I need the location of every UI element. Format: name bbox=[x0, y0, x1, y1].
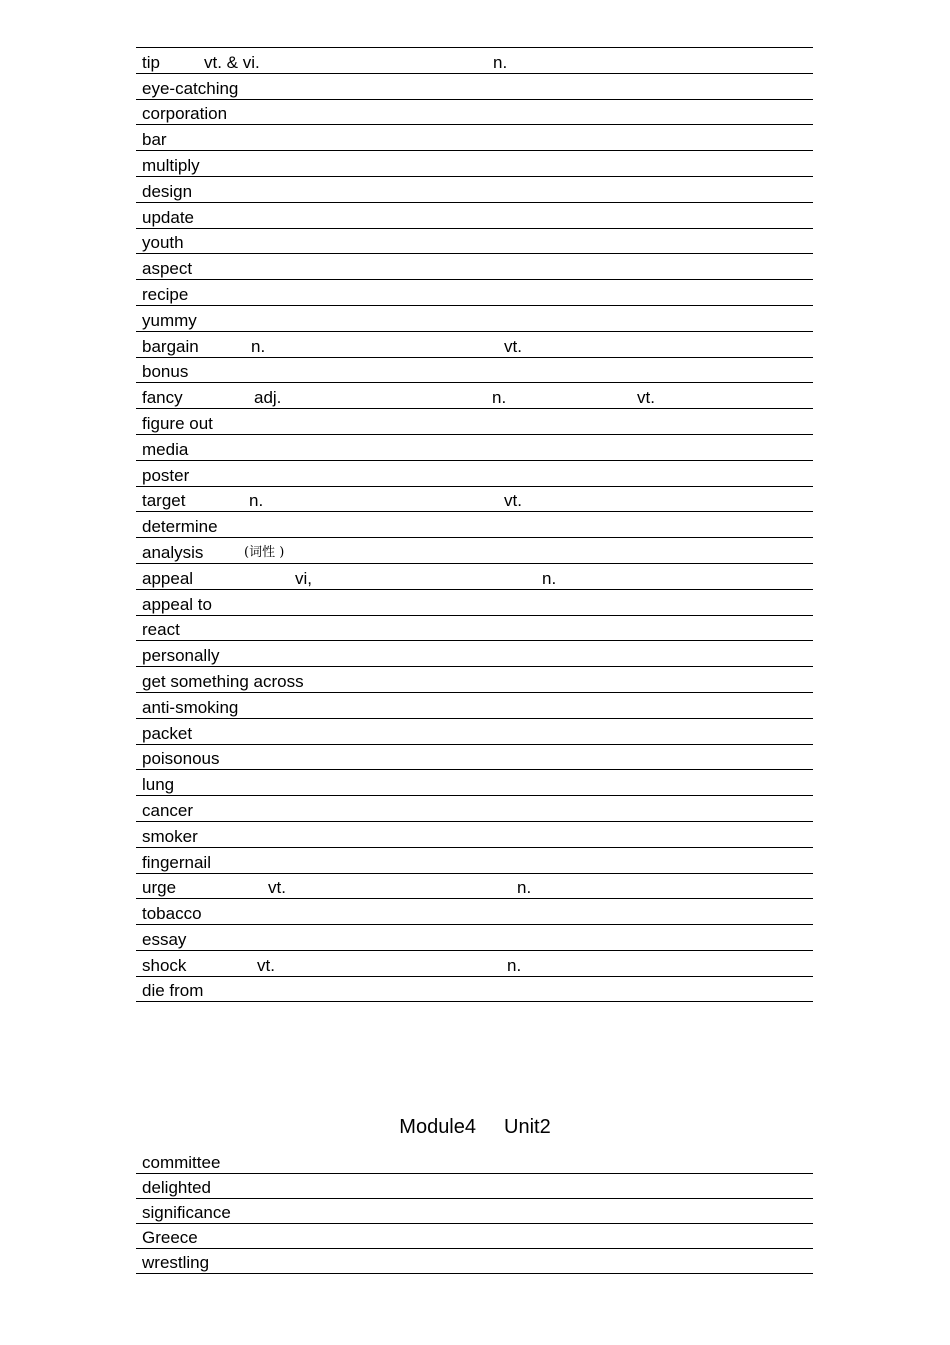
part-of-speech-label: vt. bbox=[268, 878, 286, 898]
vocabulary-table-1 bbox=[136, 47, 813, 1002]
table-row bbox=[136, 512, 813, 538]
vocab-word: bar bbox=[142, 130, 167, 150]
table-row bbox=[136, 564, 813, 590]
vocab-word: anti-smoking bbox=[142, 697, 239, 717]
vocab-word: react bbox=[142, 620, 180, 640]
table-row bbox=[136, 48, 813, 74]
table-row bbox=[136, 332, 813, 358]
vocab-word: yummy bbox=[142, 310, 197, 330]
vocab-word: bargain bbox=[142, 336, 199, 356]
table-row bbox=[136, 667, 813, 693]
part-of-speech-label: n. bbox=[507, 955, 522, 975]
vocab-word: fingernail bbox=[142, 852, 211, 872]
table-row bbox=[136, 1249, 813, 1274]
part-of-speech-label: n. bbox=[251, 336, 266, 356]
vocab-word: appeal bbox=[142, 568, 194, 588]
vocab-word: analysis bbox=[142, 542, 204, 562]
table-row bbox=[136, 822, 813, 848]
table-row bbox=[136, 745, 813, 771]
part-of-speech-hint: (词性 ) bbox=[244, 544, 285, 560]
part-of-speech-label: vt. bbox=[504, 491, 522, 511]
table-row bbox=[136, 358, 813, 384]
vocab-word: youth bbox=[142, 233, 184, 253]
vocab-word: shock bbox=[142, 955, 187, 975]
part-of-speech-label: n. bbox=[493, 52, 508, 72]
vocab-word: die from bbox=[142, 981, 204, 1001]
table-row bbox=[136, 1149, 813, 1174]
table-row bbox=[136, 409, 813, 435]
table-row bbox=[136, 74, 813, 100]
table-row bbox=[136, 487, 813, 513]
table-row bbox=[136, 848, 813, 874]
vocab-word: update bbox=[142, 207, 194, 227]
table-row bbox=[136, 616, 813, 642]
table-row bbox=[136, 254, 813, 280]
vocab-word: eye-catching bbox=[142, 78, 239, 98]
vocab-word: appeal to bbox=[142, 594, 212, 614]
table-row bbox=[136, 899, 813, 925]
table-row bbox=[136, 461, 813, 487]
vocab-word: get something across bbox=[142, 671, 304, 691]
vocab-word: cancer bbox=[142, 800, 194, 820]
vocab-word: media bbox=[142, 439, 189, 459]
part-of-speech-label: vt. bbox=[637, 388, 655, 408]
unit-label: Unit2 bbox=[504, 1116, 551, 1138]
table-row bbox=[136, 590, 813, 616]
table-row bbox=[136, 951, 813, 977]
part-of-speech-label: n. bbox=[517, 878, 532, 898]
vocab-word: poisonous bbox=[142, 749, 220, 769]
part-of-speech-label: adj. bbox=[254, 388, 282, 408]
vocab-word: bonus bbox=[142, 362, 189, 382]
module-label: Module4 bbox=[399, 1116, 476, 1138]
part-of-speech-label: vi, bbox=[295, 568, 312, 588]
vocab-word: multiply bbox=[142, 155, 200, 175]
table-row bbox=[136, 100, 813, 126]
table-row bbox=[136, 125, 813, 151]
vocab-word: aspect bbox=[142, 259, 193, 279]
table-row bbox=[136, 1174, 813, 1199]
table-row bbox=[136, 977, 813, 1003]
vocab-word: figure out bbox=[142, 413, 213, 433]
part-of-speech-label: n. bbox=[249, 491, 264, 511]
table-row bbox=[136, 203, 813, 229]
table-row bbox=[136, 925, 813, 951]
vocab-word: design bbox=[142, 181, 193, 201]
vocab-word: urge bbox=[142, 878, 177, 898]
vocab-word: tobacco bbox=[142, 904, 202, 924]
table-row bbox=[136, 151, 813, 177]
vocab-word: personally bbox=[142, 646, 220, 666]
table-row bbox=[136, 383, 813, 409]
vocab-word: committee bbox=[142, 1153, 221, 1172]
table-row bbox=[136, 306, 813, 332]
vocab-word: Greece bbox=[142, 1228, 198, 1247]
table-row bbox=[136, 770, 813, 796]
part-of-speech-label: n. bbox=[492, 388, 507, 408]
vocabulary-table-2 bbox=[136, 1149, 813, 1274]
table-row bbox=[136, 229, 813, 255]
section-heading bbox=[0, 1117, 950, 1137]
vocab-word: fancy bbox=[142, 388, 183, 408]
table-row bbox=[136, 874, 813, 900]
table-row bbox=[136, 538, 813, 564]
vocab-word: determine bbox=[142, 517, 218, 537]
vocab-word: lung bbox=[142, 775, 175, 795]
part-of-speech-label: vt. bbox=[504, 336, 522, 356]
table-row bbox=[136, 435, 813, 461]
vocab-word: smoker bbox=[142, 826, 198, 846]
table-row bbox=[136, 1224, 813, 1249]
table-row bbox=[136, 719, 813, 745]
part-of-speech-label: vt. bbox=[257, 955, 275, 975]
vocab-word: packet bbox=[142, 723, 193, 743]
table-row bbox=[136, 641, 813, 667]
vocab-word: wrestling bbox=[142, 1253, 210, 1272]
vocab-word: target bbox=[142, 491, 186, 511]
part-of-speech-label: n. bbox=[542, 568, 557, 588]
table-row bbox=[136, 280, 813, 306]
part-of-speech-label: vt. & vi. bbox=[204, 52, 260, 72]
vocab-word: recipe bbox=[142, 284, 189, 304]
vocab-word: poster bbox=[142, 465, 190, 485]
table-row bbox=[136, 177, 813, 203]
table-row bbox=[136, 796, 813, 822]
vocab-word: tip bbox=[142, 52, 160, 72]
vocab-word: significance bbox=[142, 1203, 231, 1222]
vocab-word: delighted bbox=[142, 1178, 212, 1197]
table-row bbox=[136, 1199, 813, 1224]
table-row bbox=[136, 693, 813, 719]
vocab-word: corporation bbox=[142, 104, 228, 124]
vocab-word: essay bbox=[142, 929, 187, 949]
